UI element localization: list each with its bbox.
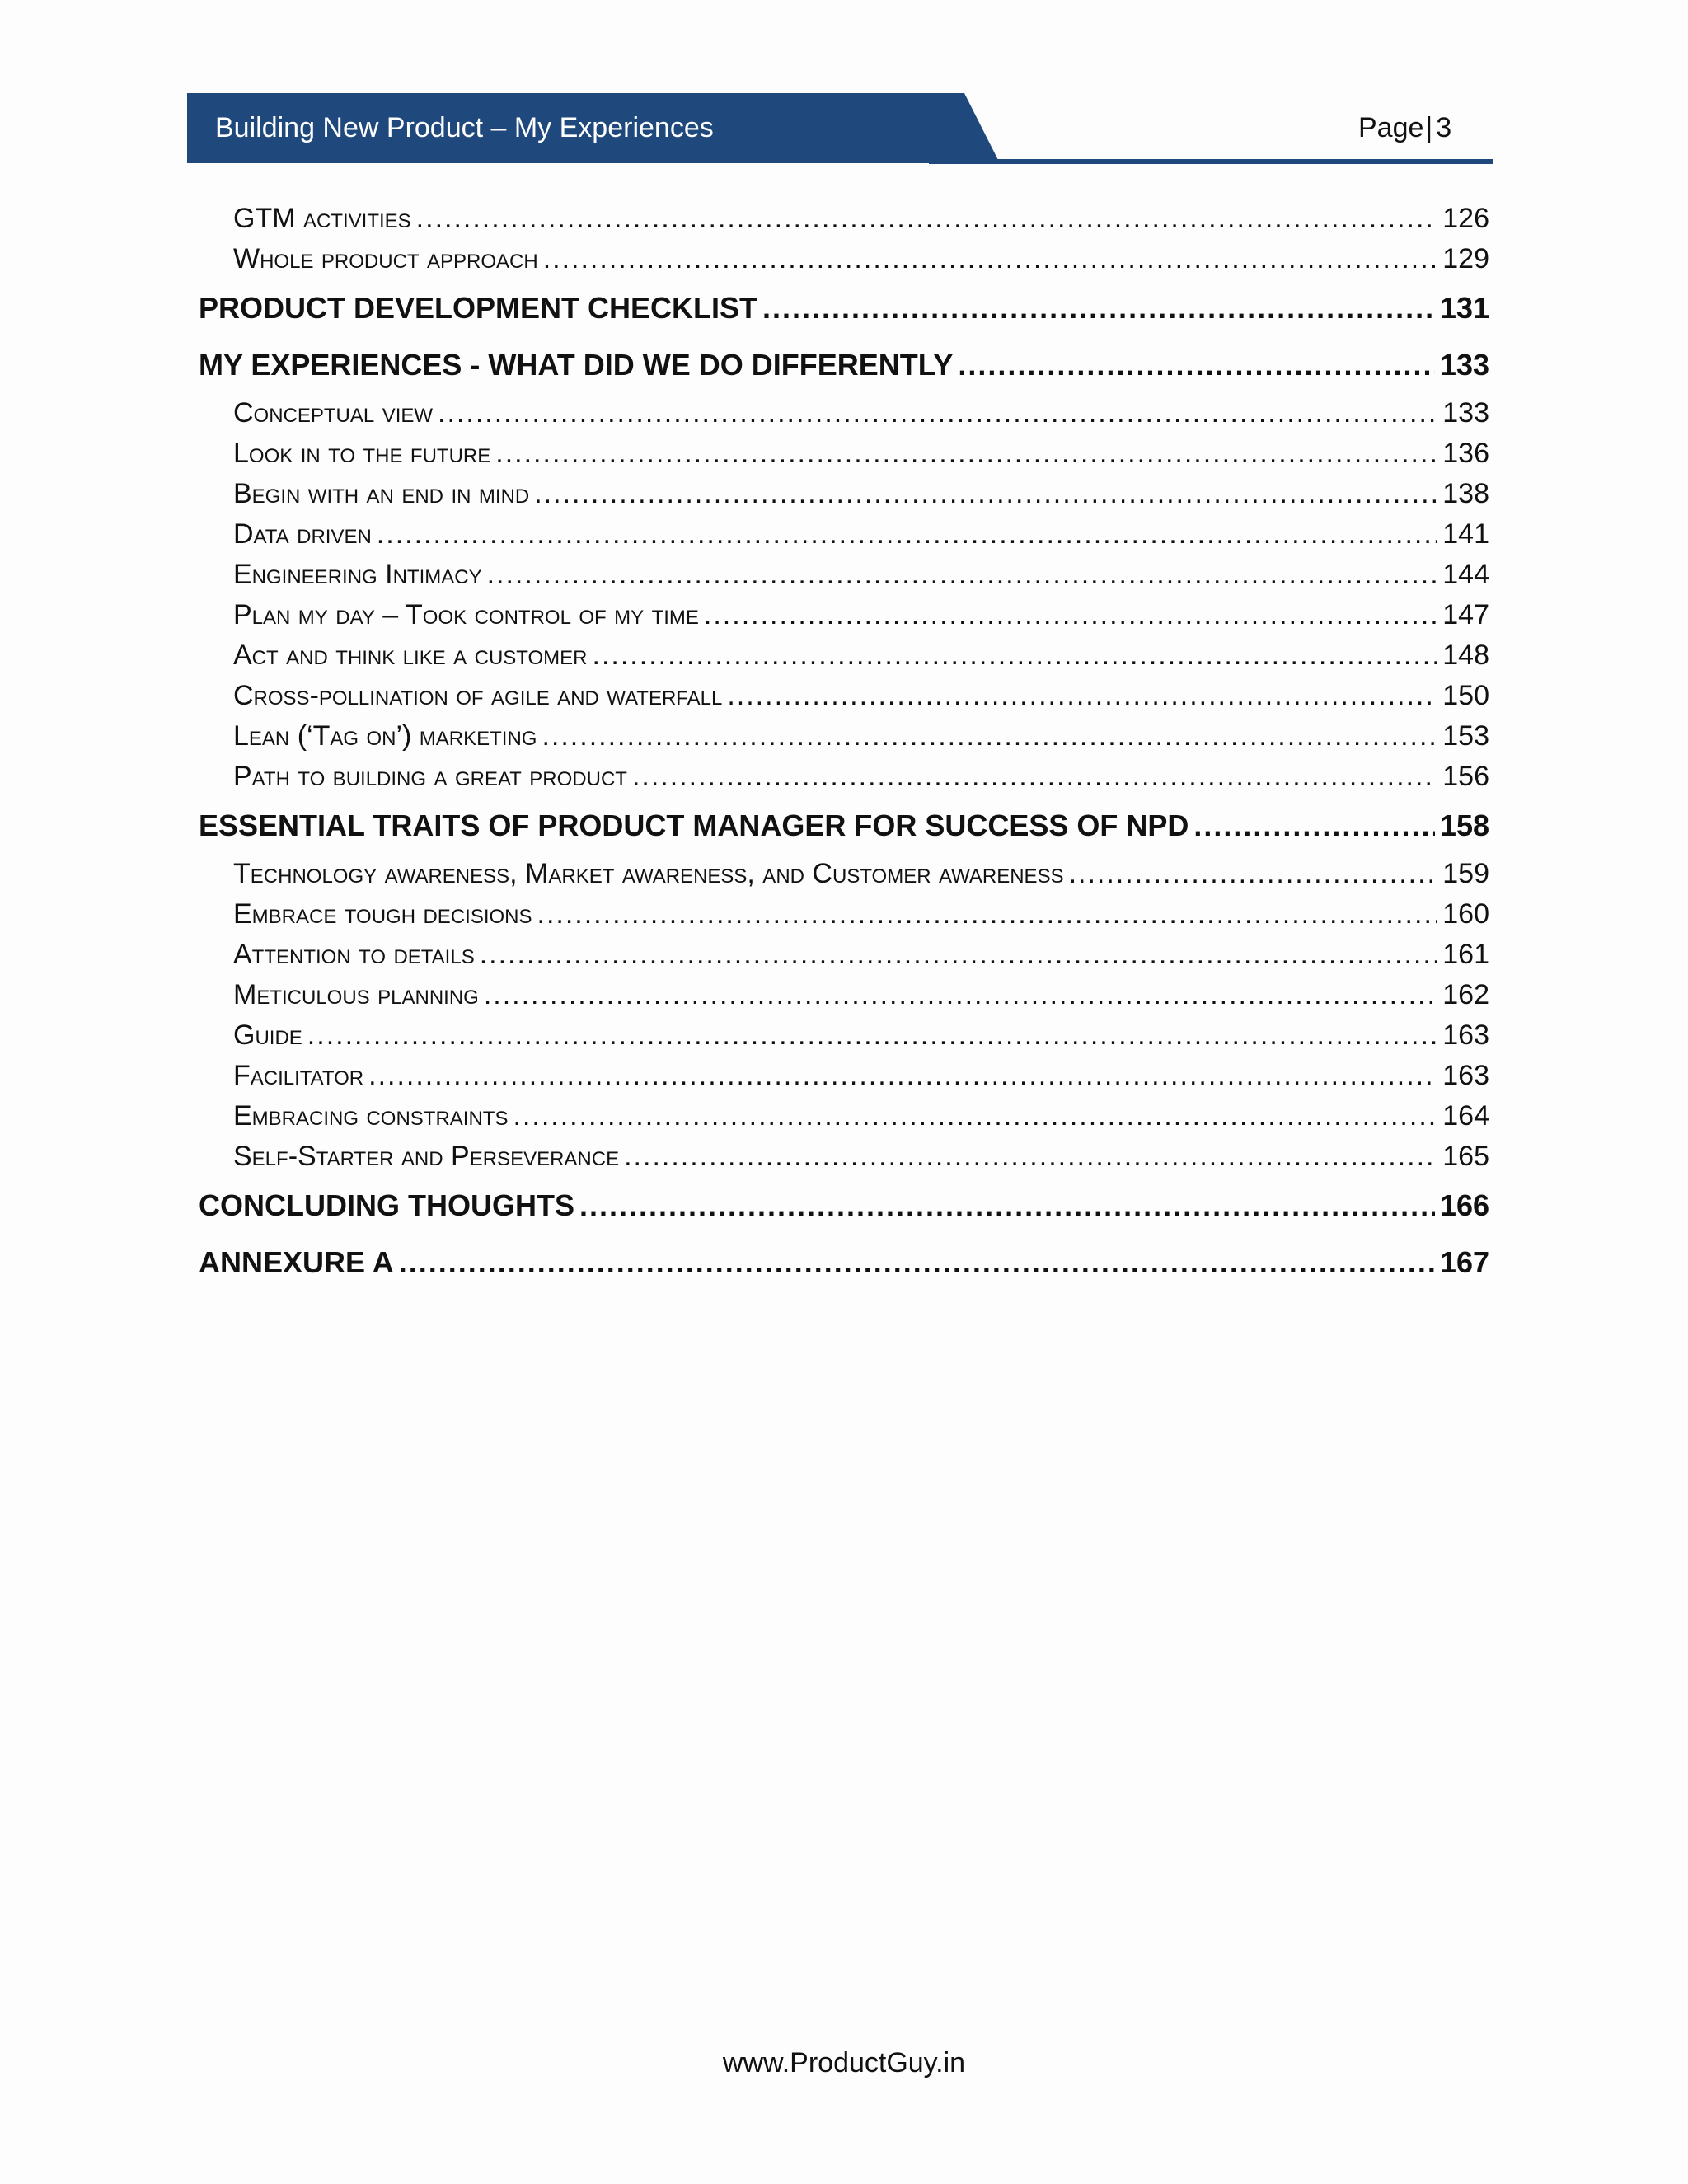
toc-entry-page: 148: [1442, 640, 1489, 671]
dot-leader: [399, 1234, 1435, 1291]
toc-entry-page: 136: [1442, 438, 1489, 469]
toc-entry-page: 163: [1442, 1019, 1489, 1051]
toc-entry-title: MY EXPERIENCES - WHAT DID WE DO DIFFERENTLY: [199, 348, 954, 382]
toc-section-row[interactable]: [199, 595, 1489, 635]
dot-leader: [416, 199, 1438, 239]
toc-section-row[interactable]: [199, 555, 1489, 595]
toc-entry-page: 144: [1442, 559, 1489, 590]
toc-entry-page: 133: [1442, 397, 1489, 429]
table-of-contents: [199, 199, 1489, 1291]
toc-chapter-row[interactable]: [199, 279, 1489, 336]
toc-section-row[interactable]: [199, 757, 1489, 797]
dot-leader: [513, 1096, 1437, 1137]
toc-entry-title: ESSENTIAL TRAITS OF PRODUCT MANAGER FOR SUCCESS OF NPD: [199, 808, 1189, 842]
toc-section-row[interactable]: [199, 434, 1489, 474]
toc-entry-title: ANNEXURE A: [199, 1245, 394, 1279]
toc-entry-page: 126: [1442, 203, 1489, 234]
toc-section-row[interactable]: [199, 1137, 1489, 1177]
toc-entry-title: Engineering Intimacy: [233, 559, 482, 590]
dot-leader: [537, 894, 1438, 935]
footer-website: www.ProductGuy.in: [722, 2047, 966, 2079]
toc-entry-title: Data driven: [233, 518, 372, 550]
page-separator: |: [1425, 112, 1433, 143]
toc-entry-page: 156: [1442, 761, 1489, 792]
dot-leader: [1193, 797, 1435, 854]
toc-entry-title: Guide: [233, 1019, 302, 1051]
running-header-title: Building New Product – My Experiences: [215, 112, 714, 143]
toc-entry-title: PRODUCT DEVELOPMENT CHECKLIST: [199, 291, 758, 325]
toc-entry-title: Whole product approach: [233, 243, 538, 274]
toc-entry-title: Act and think like a customer: [233, 640, 588, 671]
toc-entry-page: 163: [1442, 1060, 1489, 1091]
dot-leader: [958, 336, 1435, 393]
toc-section-row[interactable]: [199, 199, 1489, 239]
toc-entry-title: Self-Starter and Perseverance: [233, 1141, 620, 1172]
toc-section-row[interactable]: [199, 935, 1489, 975]
toc-entry-title: Lean (‘Tag on’) marketing: [233, 720, 537, 752]
toc-entry-title: Look in to the future: [233, 438, 491, 469]
toc-entry-title: Technology awareness, Market awareness, and Customer awareness: [233, 858, 1064, 889]
toc-section-row[interactable]: [199, 1056, 1489, 1096]
toc-entry-page: 162: [1442, 979, 1489, 1010]
toc-entry-page: 153: [1442, 720, 1489, 752]
toc-section-row[interactable]: [199, 1096, 1489, 1137]
header-underline: [929, 159, 1493, 164]
toc-section-row[interactable]: [199, 635, 1489, 676]
toc-entry-page: 160: [1442, 898, 1489, 930]
toc-entry-page: 133: [1439, 348, 1489, 382]
toc-entry-page: 167: [1439, 1245, 1489, 1279]
toc-entry-page: 129: [1442, 243, 1489, 274]
toc-entry-page: 159: [1442, 858, 1489, 889]
page-label: Page: [1358, 112, 1424, 143]
toc-section-row[interactable]: [199, 239, 1489, 279]
toc-chapter-row[interactable]: [199, 336, 1489, 393]
toc-entry-title: Conceptual view: [233, 397, 434, 429]
dot-leader: [487, 555, 1438, 595]
toc-entry-page: 164: [1442, 1100, 1489, 1132]
toc-entry-page: 150: [1442, 680, 1489, 711]
dot-leader: [438, 393, 1437, 434]
dot-leader: [377, 514, 1437, 555]
dot-leader: [593, 635, 1438, 676]
toc-entry-title: Meticulous planning: [233, 979, 479, 1010]
toc-entry-page: 141: [1442, 518, 1489, 550]
dot-leader: [368, 1056, 1437, 1096]
toc-section-row[interactable]: [199, 474, 1489, 514]
toc-entry-title: CONCLUDING THOUGHTS: [199, 1188, 574, 1222]
dot-leader: [495, 434, 1437, 474]
page-number: 3: [1436, 112, 1452, 143]
toc-entry-page: 138: [1442, 478, 1489, 509]
dot-leader: [484, 975, 1437, 1015]
toc-section-row[interactable]: [199, 716, 1489, 757]
toc-entry-title: GTM activities: [233, 203, 411, 234]
toc-entry-page: 147: [1442, 599, 1489, 630]
toc-entry-title: Path to building a great product: [233, 761, 627, 792]
toc-entry-page: 158: [1439, 808, 1489, 842]
toc-entry-title: Plan my day – Took control of my time: [233, 599, 699, 630]
toc-section-row[interactable]: [199, 514, 1489, 555]
toc-section-row[interactable]: [199, 894, 1489, 935]
toc-entry-title: Attention to details: [233, 939, 475, 970]
toc-entry-title: Embrace tough decisions: [233, 898, 532, 930]
toc-section-row[interactable]: [199, 393, 1489, 434]
dot-leader: [579, 1177, 1435, 1234]
dot-leader: [480, 935, 1438, 975]
dot-leader: [762, 279, 1435, 336]
toc-chapter-row[interactable]: [199, 1177, 1489, 1234]
toc-entry-title: Cross-pollination of agile and waterfall: [233, 680, 723, 711]
toc-entry-page: 161: [1442, 939, 1489, 970]
dot-leader: [534, 474, 1437, 514]
toc-section-row[interactable]: [199, 854, 1489, 894]
toc-entry-page: 165: [1442, 1141, 1489, 1172]
dot-leader: [632, 757, 1437, 797]
dot-leader: [1069, 854, 1438, 894]
dot-leader: [307, 1015, 1437, 1056]
toc-section-row[interactable]: [199, 1015, 1489, 1056]
dot-leader: [704, 595, 1437, 635]
toc-entry-page: 131: [1439, 291, 1489, 325]
toc-section-row[interactable]: [199, 975, 1489, 1015]
page-number-label: [1358, 112, 1451, 144]
toc-entry-title: Embracing constraints: [233, 1100, 509, 1132]
dot-leader: [624, 1137, 1437, 1177]
toc-chapter-row[interactable]: [199, 1234, 1489, 1291]
toc-entry-title: Begin with an end in mind: [233, 478, 530, 509]
dot-leader: [542, 716, 1437, 757]
toc-entry-title: Facilitator: [233, 1060, 364, 1091]
dot-leader: [543, 239, 1438, 279]
toc-entry-page: 166: [1439, 1188, 1489, 1222]
toc-section-row[interactable]: [199, 676, 1489, 716]
dot-leader: [727, 676, 1437, 716]
toc-chapter-row[interactable]: [199, 797, 1489, 854]
